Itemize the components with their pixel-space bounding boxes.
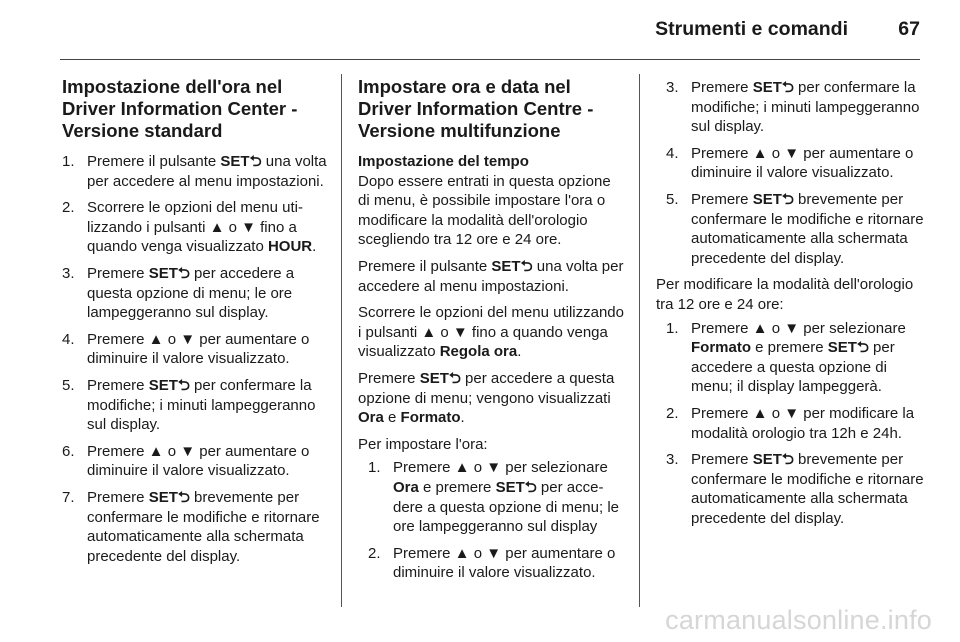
step-text: Premere xyxy=(691,190,753,208)
steps-list xyxy=(62,152,330,566)
list-item xyxy=(62,198,330,257)
list-item xyxy=(62,376,330,435)
paragraph-text: Scorrere le opzioni del menu utilizzando i pulsanti ▲ o ▼ fino a quando venga visualizzato xyxy=(358,304,624,361)
page-number: 67 xyxy=(898,18,920,40)
step-text: e premere xyxy=(418,478,496,496)
step-number: 5. xyxy=(62,376,75,394)
step-text: e premere xyxy=(751,339,828,357)
set-button-ref: SET⮌ xyxy=(827,339,869,357)
page-header xyxy=(0,0,960,62)
steps-list xyxy=(368,458,624,583)
list-item xyxy=(666,78,924,137)
header-rule xyxy=(60,59,920,60)
step-text: per confermare la modifiche; i minuti lampeggeranno sul display. xyxy=(87,376,316,434)
step-text: brevemente per confermare le modifiche e ritornare automaticamente alla schermata precedente del display. xyxy=(691,190,924,267)
step-text: Premere xyxy=(691,451,753,469)
step-text: Premere ▲ o ▼ per aumentare o diminuire il valore visualizzato. xyxy=(87,442,310,480)
paragraph-text: Premere xyxy=(358,369,420,387)
step-text: Premere ▲ o ▼ per selezionare xyxy=(393,459,608,477)
menu-item-ref: Ora xyxy=(358,409,384,427)
step-number: 4. xyxy=(62,330,75,348)
paragraph-text: Premere il pulsante xyxy=(358,257,492,275)
step-number: 1. xyxy=(62,153,75,170)
step-number: 2. xyxy=(666,404,679,422)
step-number: 3. xyxy=(62,264,75,282)
menu-item-ref: Formato xyxy=(400,409,461,427)
step-text: Scorrere le opzioni del menu utilizzando i pulsanti ▲ o ▼ fino a quando venga visualizzato xyxy=(87,199,303,256)
menu-item-ref: Regola ora xyxy=(439,343,518,361)
menu-item-ref: Formato xyxy=(691,339,751,357)
step-number: 1. xyxy=(368,459,381,477)
paragraph-text: e xyxy=(383,409,401,427)
menu-item-ref: Ora xyxy=(393,478,419,496)
step-text: una volta per accedere al menu impostazioni. xyxy=(87,153,327,190)
step-number: 3. xyxy=(666,451,679,469)
list-item xyxy=(368,544,624,583)
list-item xyxy=(666,190,924,268)
steps-list xyxy=(666,78,924,268)
step-text: per accedere a questa opzione di menu; il display lampeggerà. xyxy=(691,339,895,396)
step-number: 2. xyxy=(368,544,381,562)
set-button-ref: SET⮌ xyxy=(752,79,794,96)
list-item xyxy=(62,442,330,481)
set-button-ref: SET⮌ xyxy=(491,257,533,275)
paragraph xyxy=(358,303,624,362)
column-divider xyxy=(639,74,640,607)
list-item xyxy=(666,450,924,528)
step-text: Premere xyxy=(87,264,149,282)
paragraph: Per modificare la modalità dell'orologio tra 12 ore e 24 ore: xyxy=(656,276,914,313)
column-3 xyxy=(656,78,924,535)
step-text: . xyxy=(312,238,317,256)
step-number: 1. xyxy=(666,319,679,337)
steps-list xyxy=(666,319,924,529)
step-text: brevemente per confermare le modifiche e ritornare automaticamente alla schermata precedente del display. xyxy=(691,451,924,527)
set-button-ref: SET⮌ xyxy=(752,190,794,208)
step-number: 7. xyxy=(62,488,75,506)
list-item xyxy=(368,458,624,536)
step-number: 5. xyxy=(666,190,679,208)
section-title: Impostare ora e data nel Driver Information Centre - Versione multifunzione xyxy=(358,76,594,141)
paragraph-text: . xyxy=(517,343,522,361)
set-button-ref: SET⮌ xyxy=(148,488,190,506)
step-text: Premere ▲ o ▼ per aumentare o diminuire il valore visualizzato. xyxy=(87,330,310,368)
paragraph: Per impostare l'ora: xyxy=(358,435,488,453)
set-button-ref: SET⮌ xyxy=(220,153,262,170)
subheading: Impostazione del tempo xyxy=(358,153,529,170)
list-item xyxy=(62,152,330,191)
paragraph-text: una volta per accedere al menu impostazioni. xyxy=(358,257,624,295)
column-2 xyxy=(358,76,624,590)
column-divider xyxy=(341,74,342,607)
step-text: Premere xyxy=(691,79,753,96)
paragraph xyxy=(358,257,624,296)
column-1 xyxy=(62,76,330,573)
step-number: 3. xyxy=(666,79,679,96)
menu-item-ref: HOUR xyxy=(267,238,313,256)
step-number: 4. xyxy=(666,144,679,162)
watermark: carmanualsonline.info xyxy=(665,605,932,635)
set-button-ref: SET⮌ xyxy=(419,369,461,387)
paragraph-text: per accedere a questa opzione di menu; vengono visualizzati xyxy=(358,369,615,407)
set-button-ref: SET⮌ xyxy=(148,376,190,394)
step-text: Premere ▲ o ▼ per aumentare o diminuire il valore visualizzato. xyxy=(691,144,914,182)
list-item xyxy=(62,330,330,369)
paragraph xyxy=(358,369,624,428)
step-text: Premere ▲ o ▼ per modificare la modalità orologio tra 12h e 24h. xyxy=(691,404,915,442)
list-item xyxy=(666,144,924,183)
step-number: 2. xyxy=(62,199,75,217)
list-item xyxy=(666,319,924,397)
step-text: Premere xyxy=(87,488,149,506)
step-text: Premere il pulsante xyxy=(87,153,221,170)
step-text: brevemente per confermare le modifiche e ritornare automaticamente alla schermata precedente del display. xyxy=(87,488,320,565)
set-button-ref: SET⮌ xyxy=(148,264,190,282)
step-text: per accedere a questa opzione di menu; le ore lampeggeranno sul display. xyxy=(87,264,295,322)
step-text: Premere ▲ o ▼ per aumentare o diminuire il valore visualizzato. xyxy=(393,544,616,582)
chapter-title: Strumenti e comandi xyxy=(655,18,848,40)
paragraph: Dopo essere entrati in questa opzione di menu, è possibile impostare l'ora o modificare la modalità dell'orologio scegliendo tra 12 ore e 24 ore. xyxy=(358,172,611,249)
step-number: 6. xyxy=(62,442,75,460)
paragraph-text: . xyxy=(460,409,465,427)
step-text: Premere ▲ o ▼ per selezionare xyxy=(691,319,906,337)
step-text: per accedere a questa opzione di menu; le ore lampeggeranno sul display xyxy=(393,478,619,536)
list-item xyxy=(62,264,330,323)
set-button-ref: SET⮌ xyxy=(752,451,794,469)
set-button-ref: SET⮌ xyxy=(495,478,537,496)
list-item xyxy=(62,488,330,566)
step-text: per confermare la modifiche; i minuti lampeggeranno sul display. xyxy=(691,79,920,136)
step-text: Premere xyxy=(87,376,149,394)
section-title: Impostazione dell'ora nel Driver Information Center - Versione standard xyxy=(62,76,298,141)
list-item xyxy=(666,404,924,443)
